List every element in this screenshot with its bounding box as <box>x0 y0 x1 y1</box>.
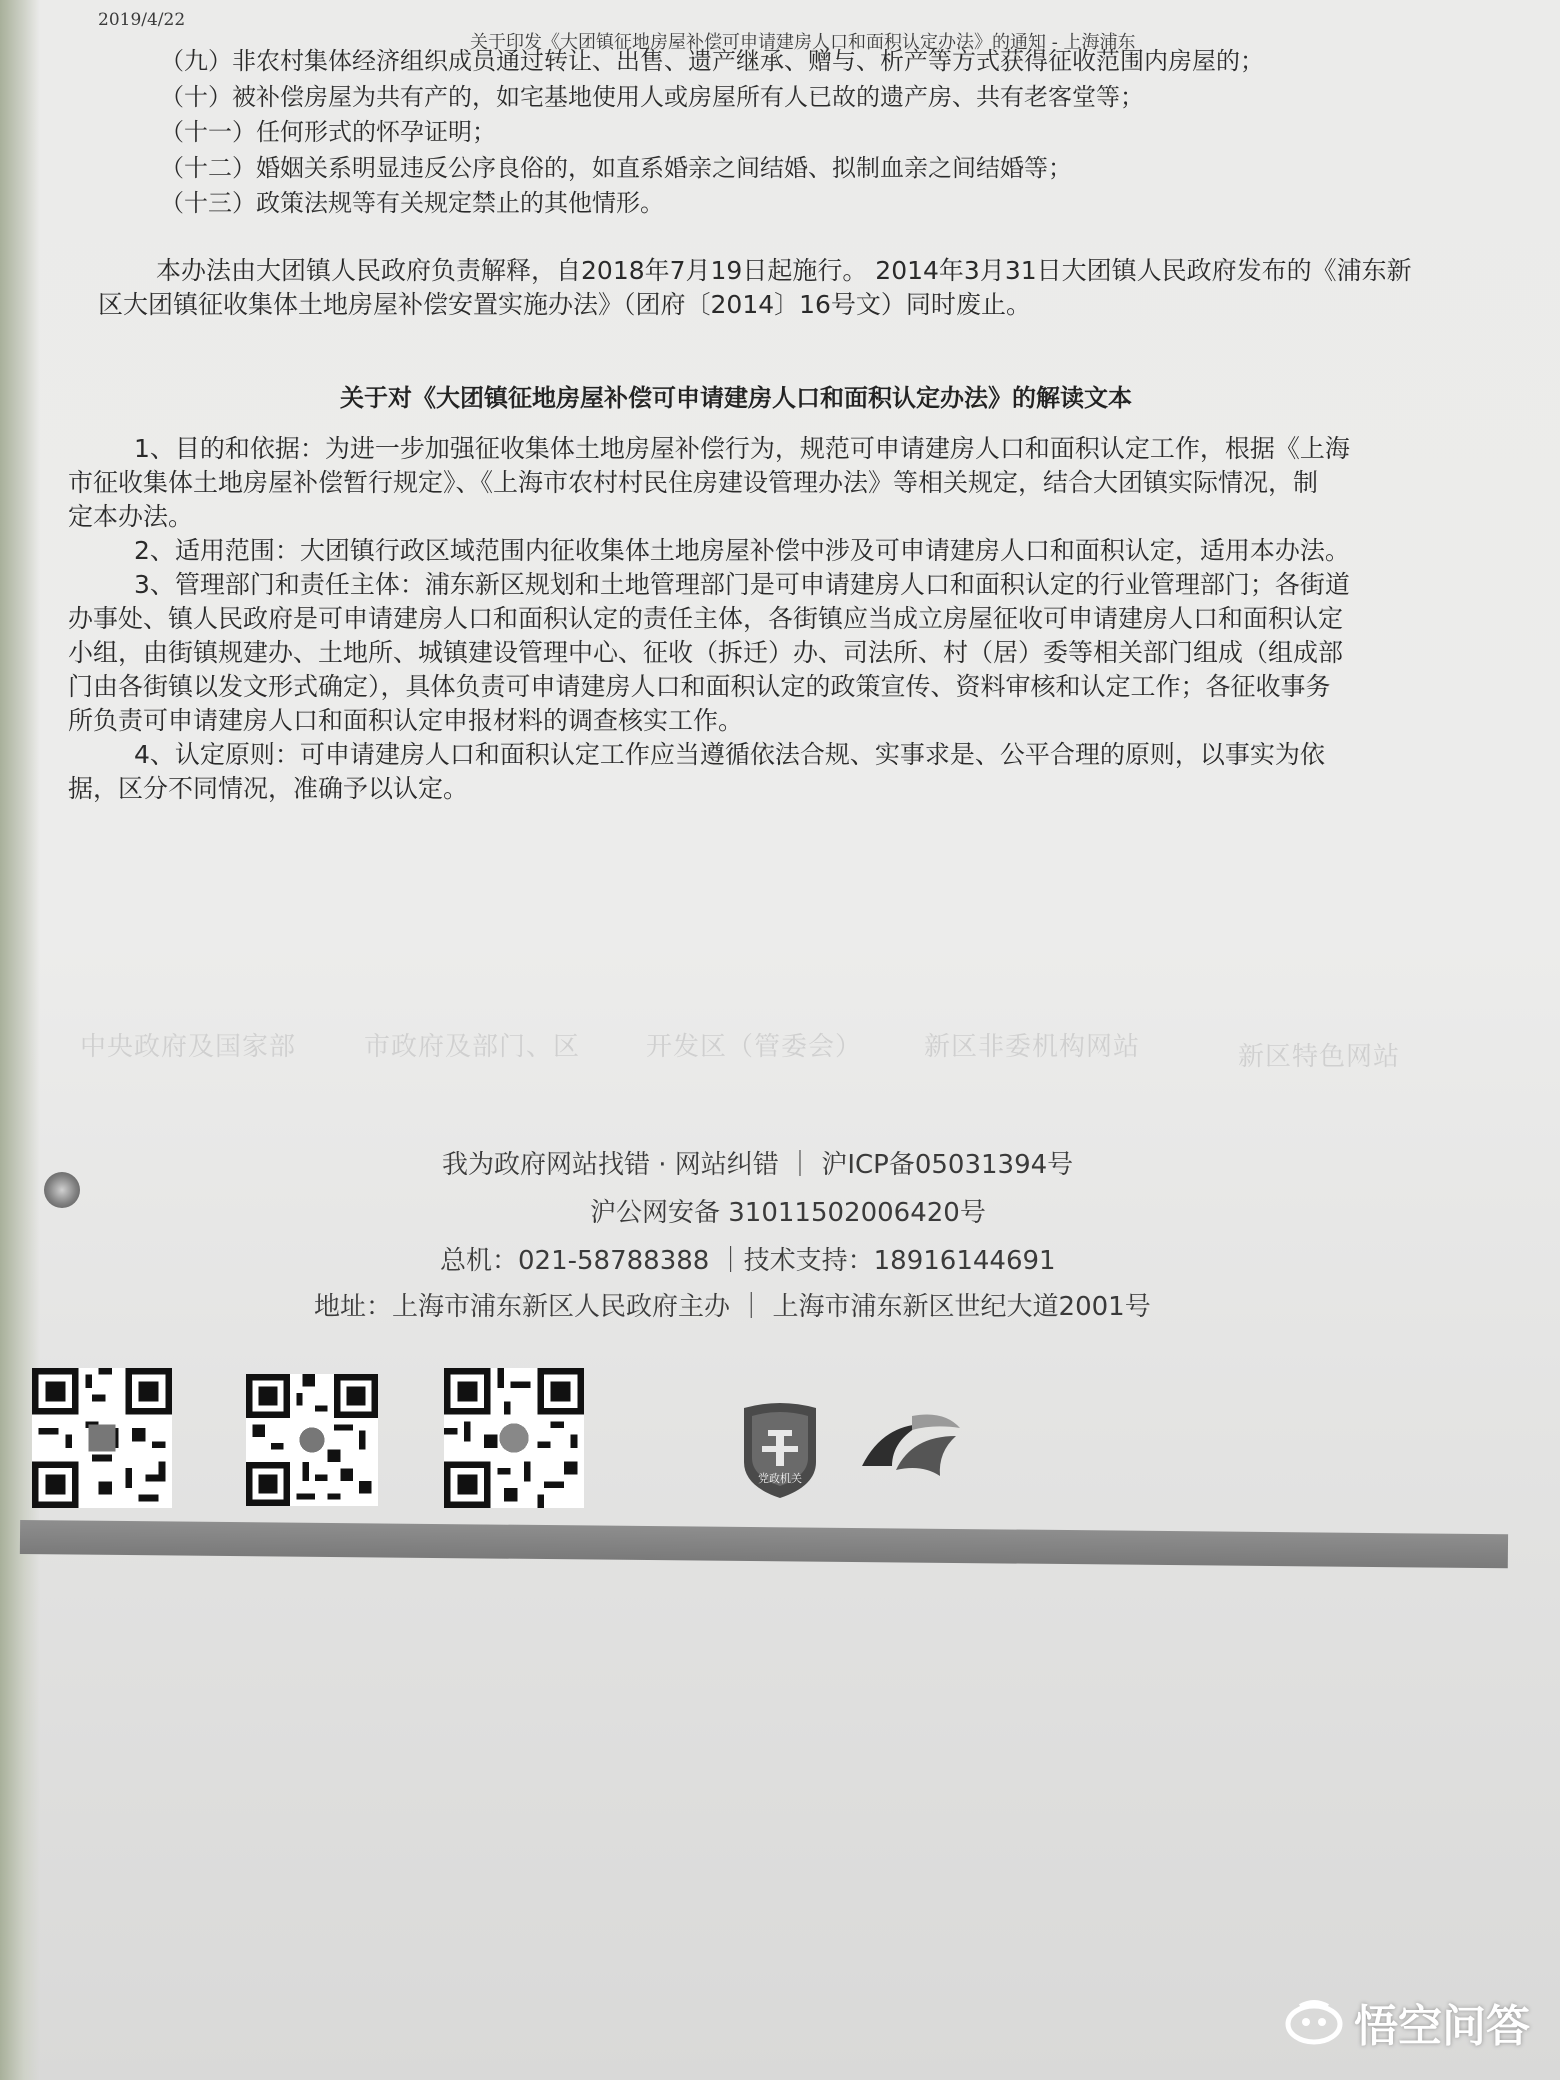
print-date: 2019/4/22 <box>98 10 186 30</box>
footer-row: 我为政府网站找错 · 网站纠错 ｜ 沪ICP备05031394号 <box>442 1150 1074 1180</box>
faded-nav-links <box>80 1026 1420 1072</box>
print-title: 关于印发《大团镇征地房屋补偿可申请建房人口和面积认定办法》的通知 - 上海浦东 <box>470 32 1136 53</box>
list-item: （十）被补偿房屋为共有产的，如宅基地使用人或房屋所有人已故的遗产房、共有老客堂等； <box>160 82 1144 111</box>
body-line: 3、管理部门和责任主体：浦东新区规划和土地管理部门是可申请建房人口和面积认定的行业管理部门；各街道 <box>134 570 1350 599</box>
footer-row: 总机：021-58788388 ｜技术支持：18916144691 <box>440 1246 1056 1276</box>
nav-link[interactable]: 开发区（管委会） <box>646 1032 863 1062</box>
intro-paragraph <box>98 254 1508 322</box>
body-line: 所负责可申请建房人口和面积认定申报材料的调查核实工作。 <box>68 706 744 735</box>
body-line: 1、目的和依据：为进一步加强征收集体土地房屋补偿行为，规范可申请建房人口和面积认定工作，根据《上海 <box>134 434 1350 463</box>
body-line: 市征收集体土地房屋补偿暂行规定》、《上海市农村村民住房建设管理办法》等相关规定，结合大团镇实际情况，制 <box>68 468 1319 497</box>
watermark-text: 悟空问答 <box>1354 2001 1530 2052</box>
nav-link[interactable]: 中央政府及国家部 <box>80 1032 297 1062</box>
interpretation-body <box>68 432 1508 806</box>
list-item: （十三）政策法规等有关规定禁止的其他情形。 <box>160 189 664 217</box>
wave-logo-icon <box>852 1406 964 1486</box>
body-line: 定本办法。 <box>68 502 194 531</box>
qr-code-icon <box>246 1374 378 1506</box>
nav-link[interactable]: 新区非委机构网站 <box>924 1032 1141 1062</box>
section-title: 关于对《大团镇征地房屋补偿可申请建房人口和面积认定办法》的解读文本 <box>340 384 1132 412</box>
body-line: 小组，由街镇规建办、土地所、城镇建设管理中心、征收（拆迁）办、司法所、村（居）委等相关部门组成（组成部 <box>68 638 1344 667</box>
gov-emblem-icon <box>44 1172 80 1208</box>
body-line: 办事处、镇人民政府是可申请建房人口和面积认定的责任主体，各街镇应当成立房屋征收可申请建房人口和面积认定 <box>68 604 1344 633</box>
list-item: （九）非农村集体经济组织成员通过转让、出售、遗产继承、赠与、析产等方式获得征收范围内房屋的； <box>160 47 1264 75</box>
body-line: 据，区分不同情况，准确予以认定。 <box>68 774 469 803</box>
qr-code-icon <box>32 1368 172 1508</box>
print-header <box>98 8 1250 53</box>
footer-row: 沪公网安备 31011502006420号 <box>590 1198 986 1228</box>
list-item: （十二）婚姻关系明显违反公序良俗的，如直系婚亲之间结婚、拟制血亲之间结婚等； <box>160 153 1072 182</box>
footer-row: 地址：上海市浦东新区人民政府主办 ｜ 上海市浦东新区世纪大道2001号 <box>314 1292 1151 1322</box>
body-line: 门由各街镇以发文形式确定），具体负责可申请建房人口和面积认定的政策宣传、资料审核和认定工作；各征收事务 <box>68 672 1331 701</box>
badge-label: 党政机关 <box>758 1472 802 1485</box>
footer-divider-bar <box>20 1520 1508 1568</box>
list-item: （十一）任何形式的怀孕证明； <box>160 118 496 146</box>
intro-line: 区大团镇征收集体土地房屋补偿安置实施办法》（团府〔2014〕16号文）同时废止。 <box>98 290 1031 319</box>
qr-code-icon <box>444 1368 584 1508</box>
page-shadow <box>0 0 40 2080</box>
body-line: 2、适用范围：大团镇行政区域范围内征收集体土地房屋补偿中涉及可申请建房人口和面积认定，适用本办法。 <box>134 536 1350 565</box>
body-line: 4、认定原则：可申请建房人口和面积认定工作应当遵循依法合规、实事求是、公平合理的原则，以事实为依 <box>134 740 1325 769</box>
wukong-watermark <box>1284 1994 1530 2050</box>
wukong-logo-icon <box>1284 1998 1344 2046</box>
exclusion-list <box>160 44 1520 222</box>
intro-line: 本办法由大团镇人民政府负责解释，自2018年7月19日起施行。 2014年3月31日大团镇人民政府发布的《浦东新 <box>156 256 1412 285</box>
nav-link[interactable]: 市政府及部门、区 <box>364 1032 581 1062</box>
party-gov-badge-icon <box>738 1400 822 1500</box>
nav-link[interactable]: 新区特色网站 <box>1238 1042 1401 1072</box>
